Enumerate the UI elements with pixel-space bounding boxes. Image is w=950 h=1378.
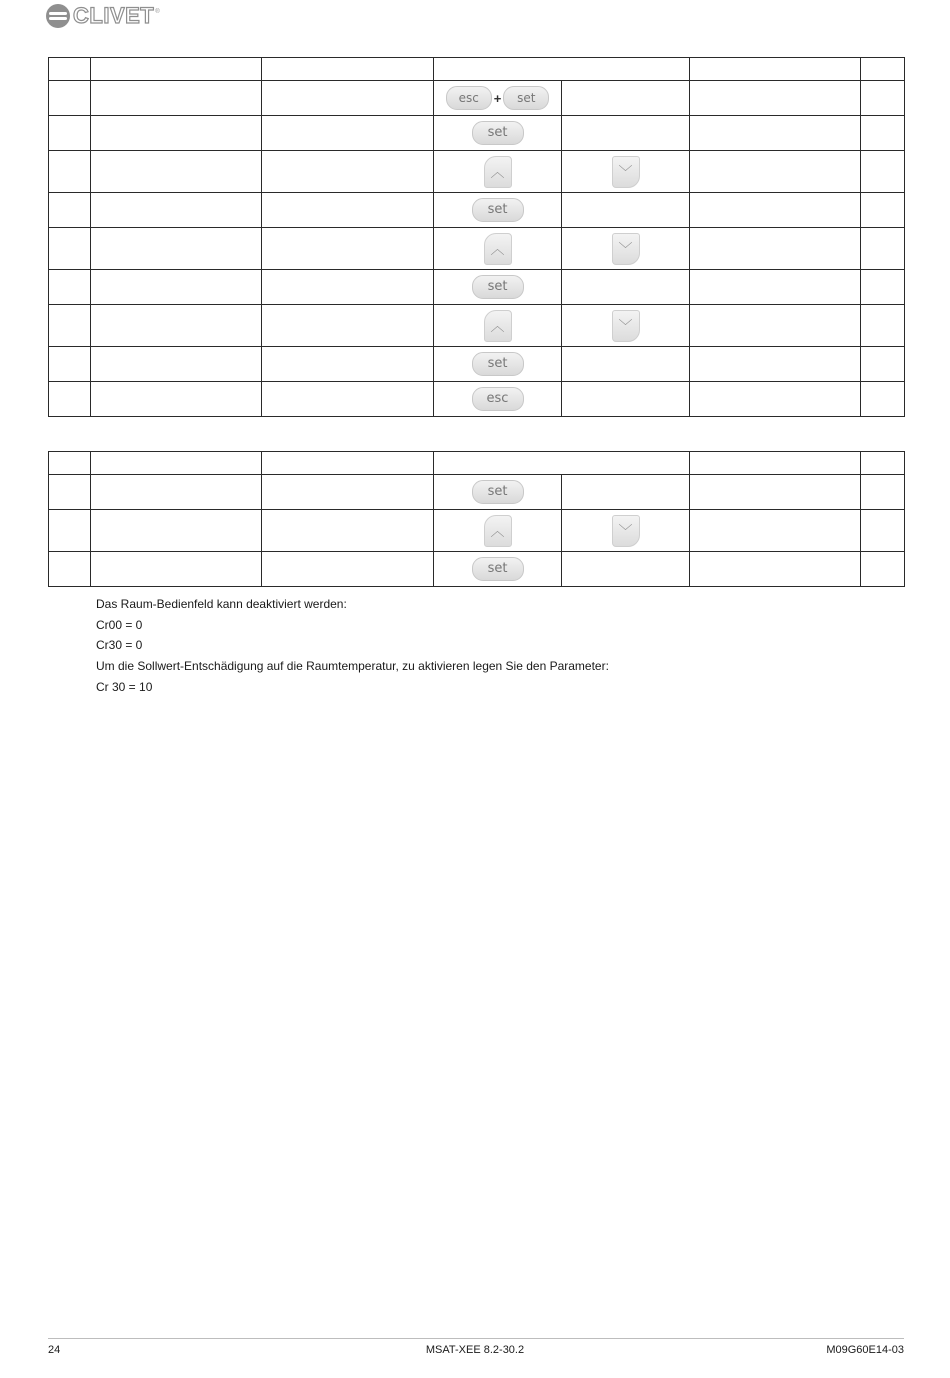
key-cell <box>434 270 562 305</box>
note-line: Cr30 = 0 <box>96 638 143 653</box>
key-cell <box>434 193 562 228</box>
note-line: Cr 30 = 10 <box>96 679 153 694</box>
table-row <box>49 475 905 510</box>
key-cell <box>434 382 562 417</box>
key-cell <box>434 151 562 193</box>
table-header-row <box>49 452 905 475</box>
set-key-icon: set <box>503 86 549 110</box>
header-cell <box>861 58 905 81</box>
header-cell <box>690 452 861 475</box>
set-key-icon: set <box>472 198 524 222</box>
up-arrow-key-icon: ︿ <box>484 515 512 547</box>
header-cell <box>434 452 690 475</box>
set-key-icon: set <box>472 275 524 299</box>
set-key-icon: set <box>472 121 524 145</box>
note-line: Um die Sollwert-Entschädigung auf die Raumtemperatur, zu aktivieren legen Sie den Parameter: <box>96 659 609 674</box>
model-name: MSAT-XEE 8.2-30.2 <box>425 1344 525 1356</box>
down-arrow-key-icon: ﹀ <box>612 310 640 342</box>
note-line: Cr00 = 0 <box>96 617 143 632</box>
notes-block <box>96 594 609 698</box>
header-cell <box>49 58 91 81</box>
table-row <box>49 116 905 151</box>
table-row <box>49 305 905 347</box>
clivet-logo-text: CLIVET <box>73 3 155 28</box>
header-cell <box>434 58 690 81</box>
key-cell <box>434 228 562 270</box>
key-cell <box>562 305 690 347</box>
document-code: M09G60E14-03 <box>826 1344 904 1356</box>
header-cell <box>49 452 91 475</box>
clivet-logo-mark-icon <box>46 4 70 28</box>
key-cell <box>562 510 690 552</box>
set-key-icon: set <box>472 557 524 581</box>
key-cell <box>434 116 562 151</box>
header-cell <box>861 452 905 475</box>
table-row <box>49 151 905 193</box>
header-cell <box>262 452 434 475</box>
table-row <box>49 382 905 417</box>
table-row <box>49 552 905 587</box>
down-arrow-key-icon: ﹀ <box>612 515 640 547</box>
key-cell <box>434 305 562 347</box>
key-cell <box>434 475 562 510</box>
procedure-table-2 <box>48 451 905 587</box>
key-cell <box>434 552 562 587</box>
note-line: Das Raum-Bedienfeld kann deaktiviert werden: <box>96 597 347 611</box>
header-cell <box>91 452 262 475</box>
table-row <box>49 228 905 270</box>
plus-sign: + <box>493 90 502 106</box>
header-cell <box>91 58 262 81</box>
key-cell <box>434 510 562 552</box>
up-arrow-key-icon: ︿ <box>484 233 512 265</box>
table-row <box>49 270 905 305</box>
header-cell <box>690 58 861 81</box>
down-arrow-key-icon: ﹀ <box>612 156 640 188</box>
table-row <box>49 81 905 116</box>
set-key-icon: set <box>472 480 524 504</box>
esc-key-icon: esc <box>446 86 492 110</box>
up-arrow-key-icon: ︿ <box>484 310 512 342</box>
down-arrow-key-icon: ﹀ <box>612 233 640 265</box>
table-row <box>49 510 905 552</box>
set-key-icon: set <box>472 352 524 376</box>
clivet-logo <box>46 3 160 29</box>
registered-mark: ® <box>155 9 160 15</box>
page-number: 24 <box>48 1344 61 1356</box>
key-cell <box>434 81 562 116</box>
footer-divider <box>48 1338 904 1339</box>
header-cell <box>262 58 434 81</box>
esc-key-icon: esc <box>472 387 524 411</box>
key-cell <box>562 228 690 270</box>
table-row <box>49 347 905 382</box>
table-header-row <box>49 58 905 81</box>
key-cell <box>562 151 690 193</box>
procedure-table-1 <box>48 57 905 417</box>
up-arrow-key-icon: ︿ <box>484 156 512 188</box>
key-cell <box>434 347 562 382</box>
table-row <box>49 193 905 228</box>
